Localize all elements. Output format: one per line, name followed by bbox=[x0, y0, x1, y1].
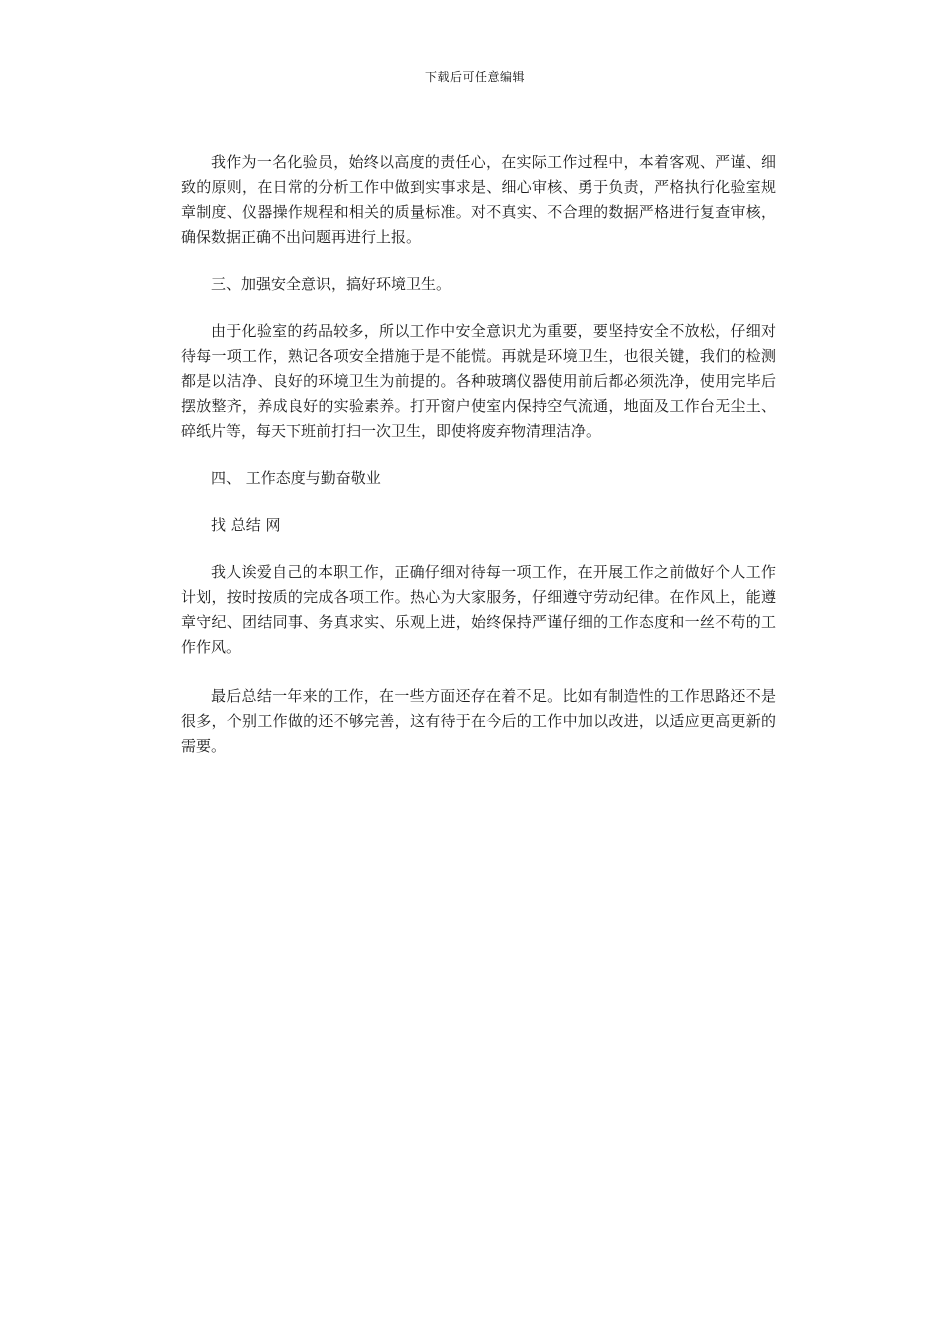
section-heading-safety: 三、加强安全意识，搞好环境卫生。 bbox=[211, 275, 452, 293]
watermark-line: 找 总结 网 bbox=[211, 516, 281, 534]
paragraph-conclusion: 最后总结一年来的工作，在一些方面还存在着不足。比如有制造性的工作思路还不是很多，个别工作做的还不够完善，这有待于在今后的工作中加以改进，以适应更高更新的需要。 bbox=[181, 687, 776, 755]
document-body bbox=[181, 150, 776, 759]
paragraph-attitude: 我人诶爱自己的本职工作，正确仔细对待每一项工作，在开展工作之前做好个人工作计划，按时按质的完成各项工作。热心为大家服务，仔细遵守劳动纪律。在作风上，能遵章守纪、团结同事、务真求实、乐观上进，始终保持严谨仔细的工作态度和一丝不苟的工作作风。 bbox=[181, 563, 776, 656]
paragraph-safety-hygiene: 由于化验室的药品较多，所以工作中安全意识尤为重要，要坚持安全不放松，仔细对待每一项工作，熟记各项安全措施于是不能慌。再就是环境卫生，也很关键，我们的检测都是以洁净、良好的环境卫生为前提的。各种玻璃仪器使用前后都必须洗净，使用完毕后摆放整齐，养成良好的实验素养。打开窗户使室内保持空气流通，地面及工作台无尘土、碎纸片等，每天下班前打扫一次卫生，即使将废弃物清理洁净。 bbox=[181, 322, 776, 440]
paragraph-responsibility: 我作为一名化验员，始终以高度的责任心，在实际工作过程中，本着客观、严谨、细致的原则，在日常的分析工作中做到实事求是、细心审核、勇于负责，严格执行化验室规章制度、仪器操作规程和相关的质量标准。对不真实、不合理的数据严格进行复查审核，确保数据正确不出问题再进行上报。 bbox=[181, 153, 776, 246]
header-note: 下载后可任意编辑 bbox=[424, 70, 525, 84]
section-heading-attitude: 四、 工作态度与勤奋敬业 bbox=[211, 469, 381, 487]
